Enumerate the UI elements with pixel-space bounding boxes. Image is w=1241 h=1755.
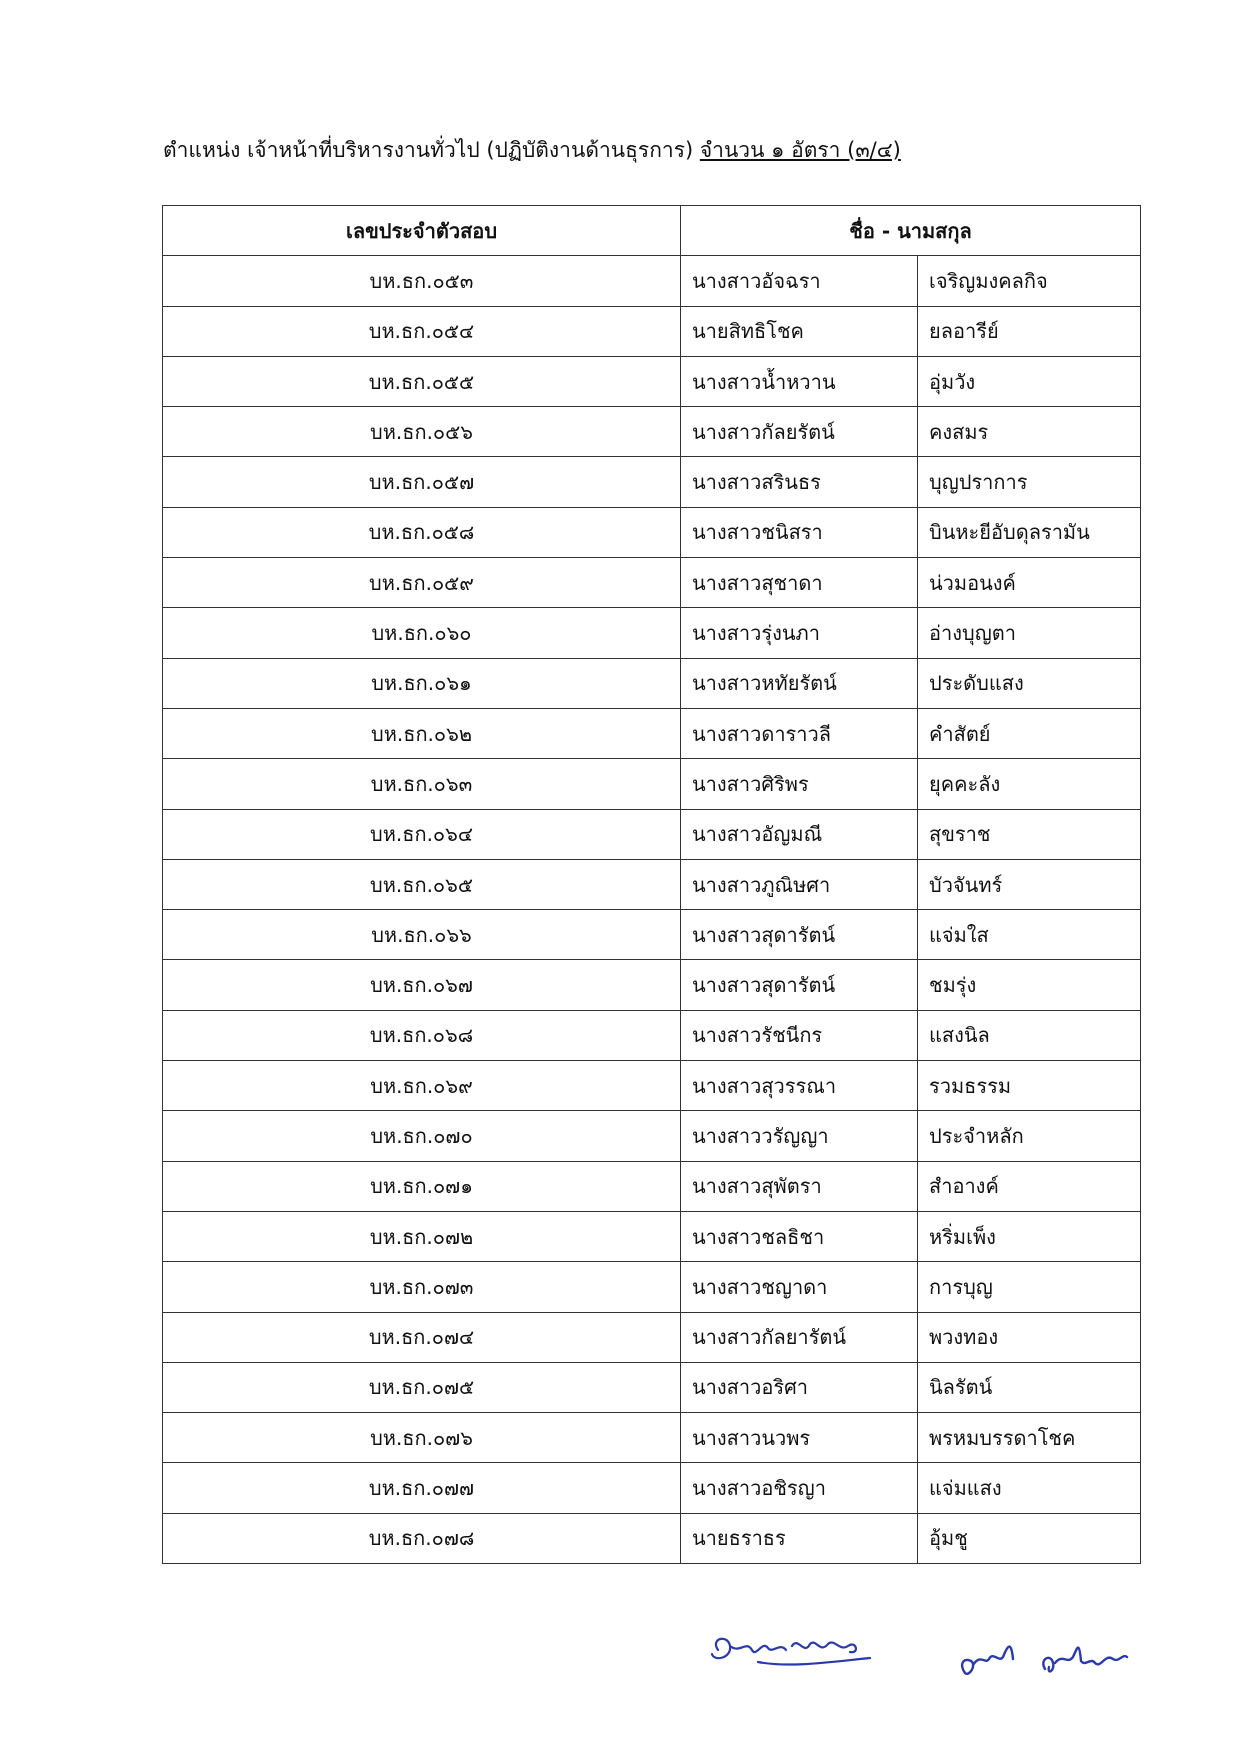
cell-first-name: นางสาววรัญญา	[681, 1111, 918, 1161]
table-row	[163, 256, 1141, 306]
table-row	[163, 910, 1141, 960]
table-row	[163, 356, 1141, 406]
table-body	[163, 256, 1141, 1564]
table-row	[163, 457, 1141, 507]
table-row	[163, 708, 1141, 758]
table-row	[163, 1111, 1141, 1161]
table-row	[163, 1010, 1141, 1060]
cell-last-name: พรหมบรรดาโชค	[918, 1413, 1141, 1463]
table-row	[163, 859, 1141, 909]
cell-first-name: นางสาวอัญมณี	[681, 809, 918, 859]
cell-last-name: สุขราช	[918, 809, 1141, 859]
cell-first-name: นางสาวอัจฉรา	[681, 256, 918, 306]
cell-first-name: นางสาวรัชนีกร	[681, 1010, 918, 1060]
cell-exam-id: บห.ธก.๐๕๗	[163, 457, 681, 507]
cell-exam-id: บห.ธก.๐๖๗	[163, 960, 681, 1010]
cell-exam-id: บห.ธก.๐๖๕	[163, 859, 681, 909]
table-row	[163, 1312, 1141, 1362]
cell-exam-id: บห.ธก.๐๖๘	[163, 1010, 681, 1060]
cell-exam-id: บห.ธก.๐๗๗	[163, 1463, 681, 1513]
cell-first-name: นางสาวนวพร	[681, 1413, 918, 1463]
document-heading	[163, 134, 901, 167]
cell-first-name: นางสาวอริศา	[681, 1362, 918, 1412]
cell-exam-id: บห.ธก.๐๗๓	[163, 1262, 681, 1312]
cell-first-name: นายธราธร	[681, 1513, 918, 1563]
cell-last-name: คำสัตย์	[918, 708, 1141, 758]
candidate-table	[162, 205, 1141, 1564]
cell-last-name: บุญปราการ	[918, 457, 1141, 507]
cell-first-name: นางสาวน้ำหวาน	[681, 356, 918, 406]
cell-last-name: อุ่มวัง	[918, 356, 1141, 406]
signature-left	[700, 1628, 880, 1678]
cell-exam-id: บห.ธก.๐๕๙	[163, 558, 681, 608]
table-row	[163, 1513, 1141, 1563]
cell-last-name: บัวจันทร์	[918, 859, 1141, 909]
header-full-name: ชื่อ - นามสกุล	[681, 206, 1141, 256]
cell-first-name: นางสาวชลธิชา	[681, 1211, 918, 1261]
cell-first-name: นางสาวกัลยรัตน์	[681, 407, 918, 457]
cell-last-name: คงสมร	[918, 407, 1141, 457]
table-row	[163, 960, 1141, 1010]
signature-right	[955, 1635, 1135, 1690]
cell-last-name: ชมรุ่ง	[918, 960, 1141, 1010]
cell-last-name: ยลอารีย์	[918, 306, 1141, 356]
cell-last-name: แจ่มแสง	[918, 1463, 1141, 1513]
cell-exam-id: บห.ธก.๐๖๙	[163, 1061, 681, 1111]
cell-last-name: เจริญมงคลกิจ	[918, 256, 1141, 306]
cell-last-name: น่วมอนงค์	[918, 558, 1141, 608]
table-row	[163, 1413, 1141, 1463]
heading-text: ตำแหน่ง เจ้าหน้าที่บริหารงานทั่วไป (ปฏิบัติงานด้านธุรการ)	[163, 138, 700, 162]
cell-exam-id: บห.ธก.๐๕๘	[163, 507, 681, 557]
cell-first-name: นางสาวภูณิษศา	[681, 859, 918, 909]
cell-first-name: นางสาวสรินธร	[681, 457, 918, 507]
table-row	[163, 306, 1141, 356]
cell-exam-id: บห.ธก.๐๗๘	[163, 1513, 681, 1563]
cell-exam-id: บห.ธก.๐๗๖	[163, 1413, 681, 1463]
cell-first-name: นางสาวรุ่งนภา	[681, 608, 918, 658]
table-row	[163, 1211, 1141, 1261]
cell-first-name: นางสาวสุดารัตน์	[681, 910, 918, 960]
cell-exam-id: บห.ธก.๐๕๖	[163, 407, 681, 457]
table-row	[163, 1362, 1141, 1412]
cell-first-name: นางสาวสุชาดา	[681, 558, 918, 608]
cell-first-name: นางสาวสุพัตรา	[681, 1161, 918, 1211]
cell-exam-id: บห.ธก.๐๕๓	[163, 256, 681, 306]
table-row	[163, 759, 1141, 809]
cell-first-name: นางสาวชญาดา	[681, 1262, 918, 1312]
cell-last-name: ประจำหลัก	[918, 1111, 1141, 1161]
table-row	[163, 1262, 1141, 1312]
cell-last-name: รวมธรรม	[918, 1061, 1141, 1111]
cell-first-name: นางสาวสุวรรณา	[681, 1061, 918, 1111]
cell-exam-id: บห.ธก.๐๗๒	[163, 1211, 681, 1261]
table-row	[163, 658, 1141, 708]
table-row	[163, 558, 1141, 608]
cell-exam-id: บห.ธก.๐๖๒	[163, 708, 681, 758]
table-row	[163, 608, 1141, 658]
cell-exam-id: บห.ธก.๐๗๑	[163, 1161, 681, 1211]
cell-first-name: นายสิทธิโชค	[681, 306, 918, 356]
cell-exam-id: บห.ธก.๐๕๔	[163, 306, 681, 356]
header-exam-id: เลขประจำตัวสอบ	[163, 206, 681, 256]
cell-first-name: นางสาวกัลยารัตน์	[681, 1312, 918, 1362]
cell-exam-id: บห.ธก.๐๕๕	[163, 356, 681, 406]
cell-first-name: นางสาวชนิสรา	[681, 507, 918, 557]
cell-last-name: อุ้มชู	[918, 1513, 1141, 1563]
cell-first-name: นางสาวดาราวลี	[681, 708, 918, 758]
heading-quota: จำนวน ๑ อัตรา (๓/๔)	[699, 138, 901, 162]
cell-last-name: หริ่มเพ็ง	[918, 1211, 1141, 1261]
cell-exam-id: บห.ธก.๐๖๑	[163, 658, 681, 708]
cell-last-name: พวงทอง	[918, 1312, 1141, 1362]
cell-last-name: ยุคคะลัง	[918, 759, 1141, 809]
cell-last-name: แสงนิล	[918, 1010, 1141, 1060]
cell-last-name: สำอางค์	[918, 1161, 1141, 1211]
cell-exam-id: บห.ธก.๐๖๔	[163, 809, 681, 859]
cell-first-name: นางสาวศิริพร	[681, 759, 918, 809]
cell-exam-id: บห.ธก.๐๗๕	[163, 1362, 681, 1412]
table-row	[163, 407, 1141, 457]
cell-first-name: นางสาวสุดารัตน์	[681, 960, 918, 1010]
cell-last-name: นิลรัตน์	[918, 1362, 1141, 1412]
cell-exam-id: บห.ธก.๐๗๔	[163, 1312, 681, 1362]
table-header-row	[163, 206, 1141, 256]
cell-exam-id: บห.ธก.๐๖๐	[163, 608, 681, 658]
table-row	[163, 809, 1141, 859]
cell-last-name: อ่างบุญตา	[918, 608, 1141, 658]
table-row	[163, 1061, 1141, 1111]
cell-first-name: นางสาวอชิรญา	[681, 1463, 918, 1513]
cell-last-name: แจ่มใส	[918, 910, 1141, 960]
cell-exam-id: บห.ธก.๐๗๐	[163, 1111, 681, 1161]
table-row	[163, 1161, 1141, 1211]
cell-last-name: ประดับแสง	[918, 658, 1141, 708]
cell-exam-id: บห.ธก.๐๖๓	[163, 759, 681, 809]
cell-last-name: การบุญ	[918, 1262, 1141, 1312]
cell-first-name: นางสาวหทัยรัตน์	[681, 658, 918, 708]
cell-last-name: บินหะยีอับดุลรามัน	[918, 507, 1141, 557]
table-row	[163, 1463, 1141, 1513]
cell-exam-id: บห.ธก.๐๖๖	[163, 910, 681, 960]
table-row	[163, 507, 1141, 557]
